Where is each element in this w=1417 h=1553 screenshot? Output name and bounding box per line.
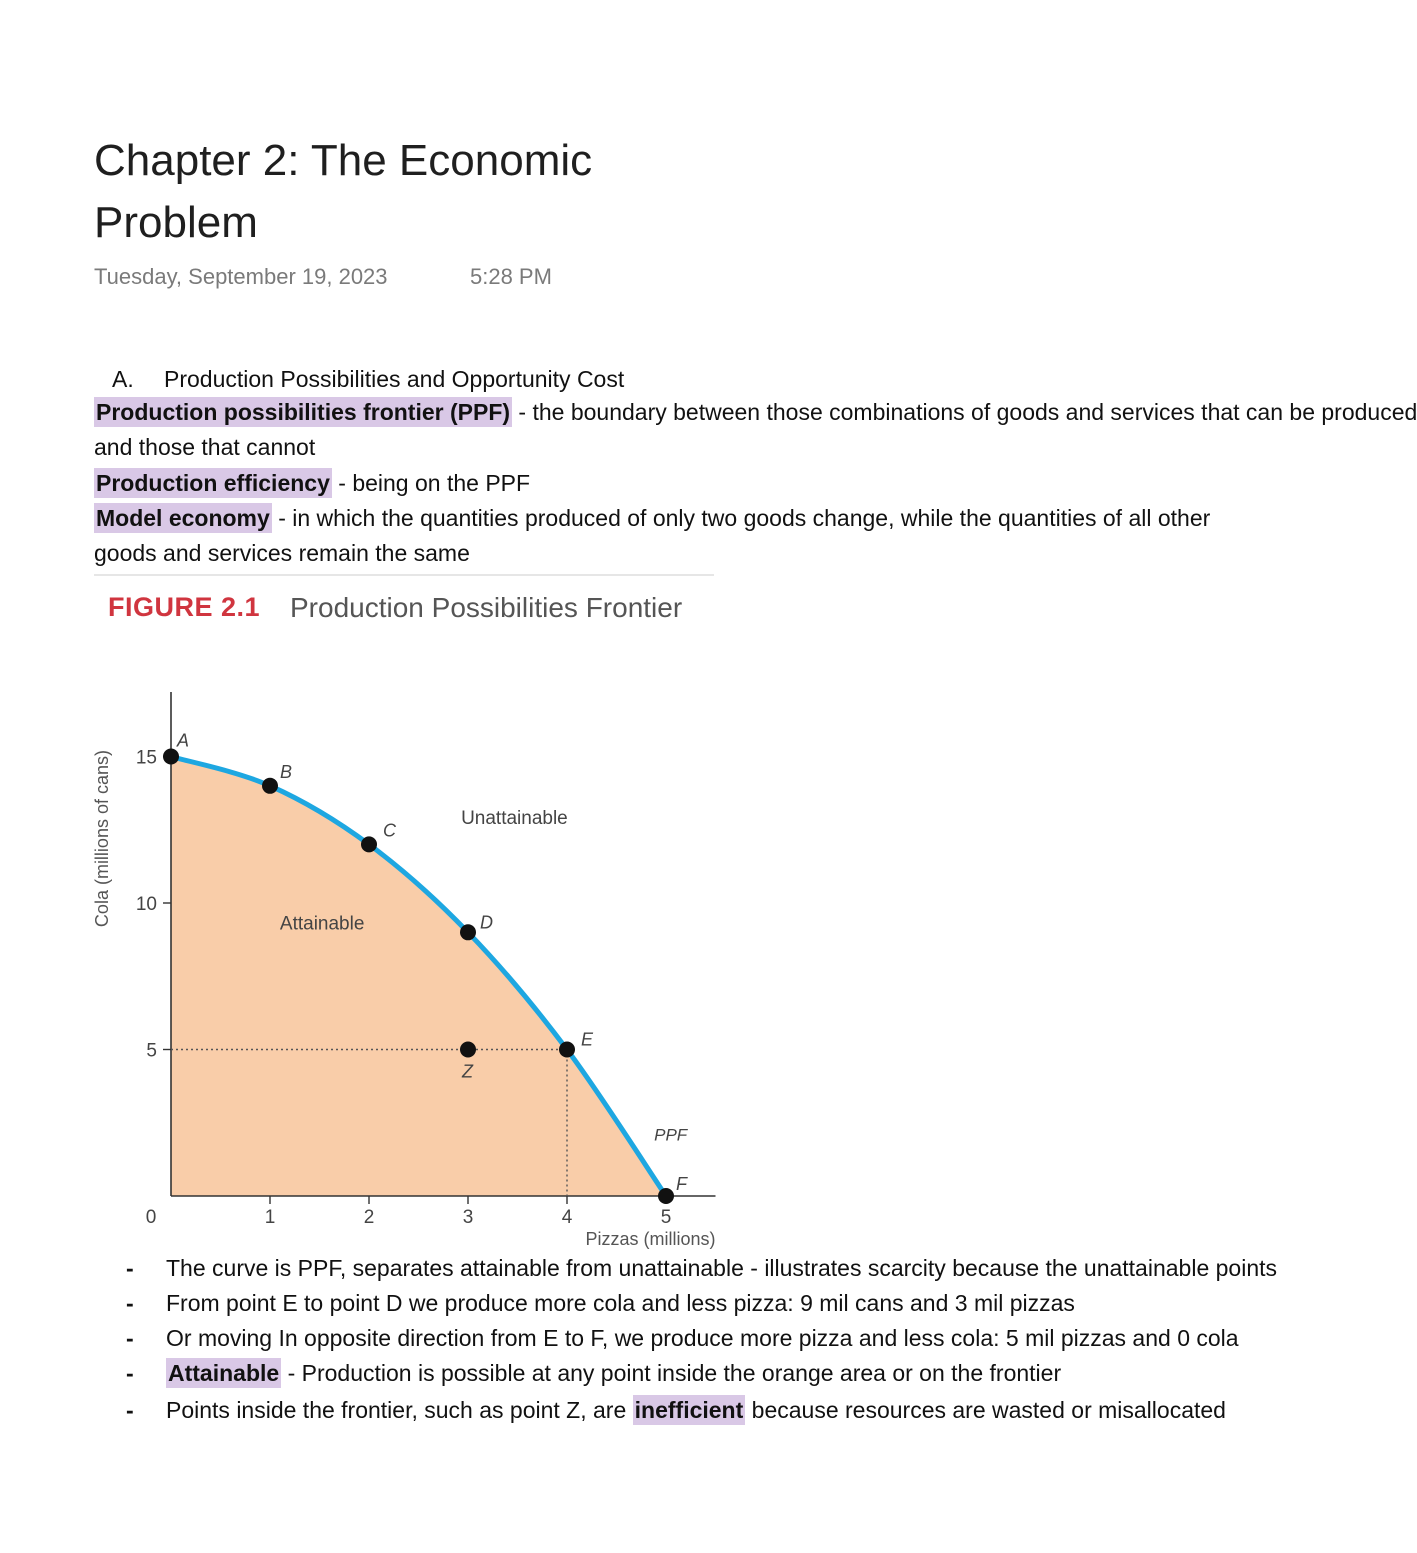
point-label: C: [383, 820, 396, 841]
bullet-dash: -: [126, 1360, 134, 1386]
figure-divider: [94, 574, 714, 576]
term-highlight: inefficient: [634, 1397, 744, 1423]
bullet-text: The curve is PPF, separates attainable from unattainable - illustrates scarcity because the unattainable points: [166, 1255, 1277, 1281]
definition-text: - being on the PPF: [331, 470, 531, 496]
y-tick-label: 10: [135, 894, 157, 915]
figure-caption: Production Possibilities Frontier: [290, 592, 683, 623]
bullet-text: - Production is possible at any point inside the orange area or on the frontier: [281, 1360, 1062, 1386]
x-axis-title: Pizzas (millions): [585, 1229, 716, 1249]
definition-ppf: [94, 397, 1417, 427]
bullet-item: [126, 1288, 1075, 1318]
y-tick-label: 15: [135, 747, 157, 769]
term-highlight: Attainable: [168, 1360, 280, 1386]
section-heading-text: Production Possibilities and Opportunity Cost: [164, 366, 625, 392]
x-tick-label: 5: [660, 1207, 672, 1228]
bullet-text: From point E to point D we produce more cola and less pizza: 9 mil cans and 3 mil pizzas: [166, 1290, 1075, 1316]
ppf-chart: [80, 685, 730, 1255]
data-point: [163, 749, 179, 765]
point-label: F: [676, 1174, 687, 1194]
bullet-dash: -: [126, 1290, 134, 1316]
point-label: D: [480, 912, 493, 933]
bullet-item: [126, 1358, 1061, 1388]
origin-label: 0: [145, 1207, 157, 1228]
definition-production-efficiency: [94, 468, 530, 498]
series-label: PPF: [654, 1125, 688, 1145]
definition-model-economy: [94, 503, 1210, 533]
definition-continuation: goods and services remain the same: [94, 540, 470, 566]
x-tick-label: 4: [561, 1207, 573, 1228]
page-date: Tuesday, September 19, 2023: [94, 264, 388, 289]
point-label: B: [280, 761, 293, 782]
data-point: [361, 836, 377, 852]
definition-text: - in which the quantities produced of only two goods change, while the quantities of all other: [271, 505, 1211, 531]
bullet-text: Or moving In opposite direction from E to F, we produce more pizza and less cola: 5 mil pizzas and 0 cola: [166, 1325, 1239, 1351]
section-heading: [112, 364, 624, 394]
region-label-unattainable: Unattainable: [461, 807, 568, 829]
bullet-text: Points inside the frontier, such as point Z, are: [166, 1397, 633, 1423]
attainable-region: [171, 757, 666, 1197]
point-label: E: [581, 1029, 594, 1050]
data-point: [262, 778, 278, 794]
figure-label: FIGURE 2.1: [108, 592, 261, 622]
section-letter: A.: [112, 366, 134, 392]
bullet-dash: -: [126, 1325, 134, 1351]
definition-continuation: and those that cannot: [94, 434, 316, 460]
region-label-attainable: Attainable: [279, 913, 365, 935]
bullet-item: [126, 1253, 1277, 1283]
x-tick-label: 3: [462, 1207, 474, 1228]
x-tick-label: 1: [264, 1207, 276, 1228]
y-axis-title: Cola (millions of cans): [92, 750, 112, 928]
point-label: A: [177, 730, 190, 751]
bullet-text: because resources are wasted or misallocated: [745, 1397, 1226, 1423]
point-label: Z: [462, 1061, 473, 1082]
bullet-dash: -: [126, 1255, 134, 1281]
data-point: [460, 924, 476, 940]
data-point: [559, 1042, 575, 1058]
data-point: [658, 1188, 674, 1204]
page-title: Chapter 2: The Economic Problem: [94, 136, 593, 247]
term-highlight: Production efficiency: [96, 470, 330, 496]
x-tick-label: 2: [363, 1207, 375, 1228]
bullet-item: [126, 1323, 1239, 1353]
bullet-dash: -: [126, 1397, 134, 1423]
page-time: 5:28 PM: [470, 264, 552, 289]
term-highlight: Production possibilities frontier (PPF): [96, 399, 511, 425]
definition-text: - the boundary between those combinations of goods and services that can be produced: [512, 399, 1417, 425]
bullet-item: [126, 1395, 1226, 1425]
term-highlight: Model economy: [96, 505, 270, 531]
data-point: [460, 1042, 476, 1058]
y-tick-label: 5: [146, 1040, 157, 1062]
